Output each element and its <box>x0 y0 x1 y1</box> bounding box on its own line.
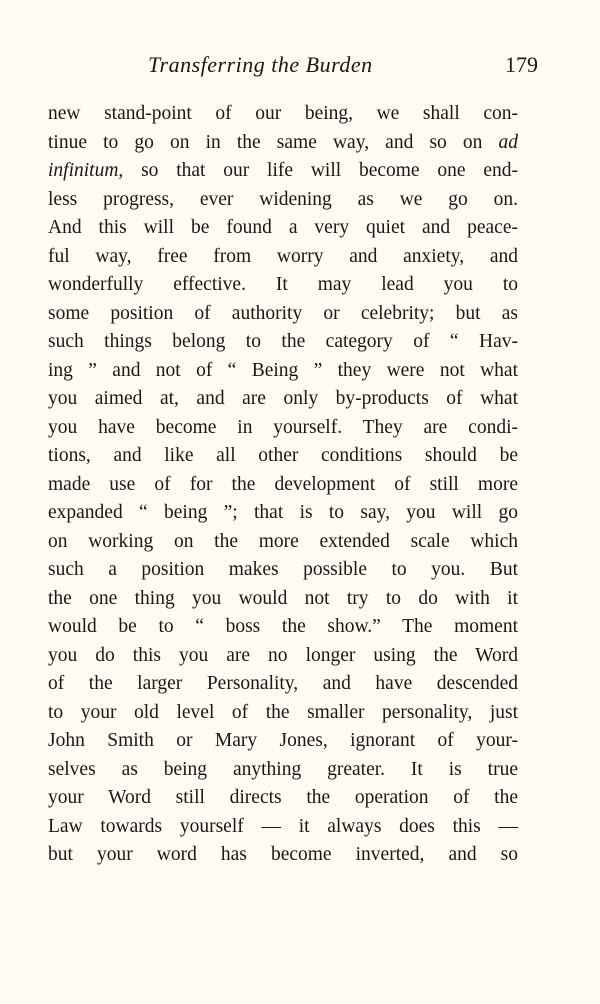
text-line: selves as being anything greater. It is true <box>48 758 518 780</box>
text-line: the one thing you would not try to do with it <box>48 587 518 609</box>
text-line: you aimed at, and are only by-products of what <box>48 388 518 409</box>
text-line: would be to “ boss the show.” The moment <box>48 616 518 637</box>
italic-phrase: ad <box>498 131 518 153</box>
text-line: such a position makes possible to you. But <box>48 559 518 580</box>
text-line: And this will be found a very quiet and peace- <box>48 217 518 238</box>
text-line: but your word has become inverted, and so <box>48 844 518 865</box>
text-line: such things belong to the category of “ Hav- <box>48 331 518 352</box>
text-line: tions, and like all other conditions should be <box>48 445 518 466</box>
text-line: to your old level of the smaller personality, just <box>48 701 518 723</box>
text-line: Law towards yourself — it always does this — <box>48 815 518 837</box>
text-line: you do this you are no longer using the Word <box>48 644 518 666</box>
text-line: ing ” and not of “ Being ” they were not what <box>48 359 518 381</box>
text-line: of the larger Personality, and have descended <box>48 673 518 694</box>
text-line: some position of authority or celebrity; but as <box>48 302 518 324</box>
running-head <box>48 52 538 84</box>
text-line: ful way, free from worry and anxiety, and <box>48 245 518 267</box>
text-line: wonderfully effective. It may lead you to <box>48 274 518 295</box>
text-line: new stand-point of our being, we shall con- <box>48 103 518 124</box>
body-text <box>48 100 518 870</box>
italic-phrase: infinitum, <box>48 160 124 181</box>
text-line: expanded “ being ”; that is to say, you will go <box>48 502 518 523</box>
text-line: John Smith or Mary Jones, ignorant of your- <box>48 730 518 751</box>
text-line: you have become in yourself. They are condi- <box>48 416 518 438</box>
page-number: 179 <box>505 52 538 77</box>
text-line: less progress, ever widening as we go on. <box>48 188 518 210</box>
text-line: on working on the more extended scale which <box>48 530 518 552</box>
text-line: tinue to go on in the same way, and so on ad <box>48 131 518 153</box>
running-title: Transferring the Burden <box>148 52 373 77</box>
text-line: made use of for the development of still more <box>48 473 518 495</box>
text-line: your Word still directs the operation of the <box>48 787 518 808</box>
text-line: infinitum, so that our life will become one end- <box>48 160 518 181</box>
